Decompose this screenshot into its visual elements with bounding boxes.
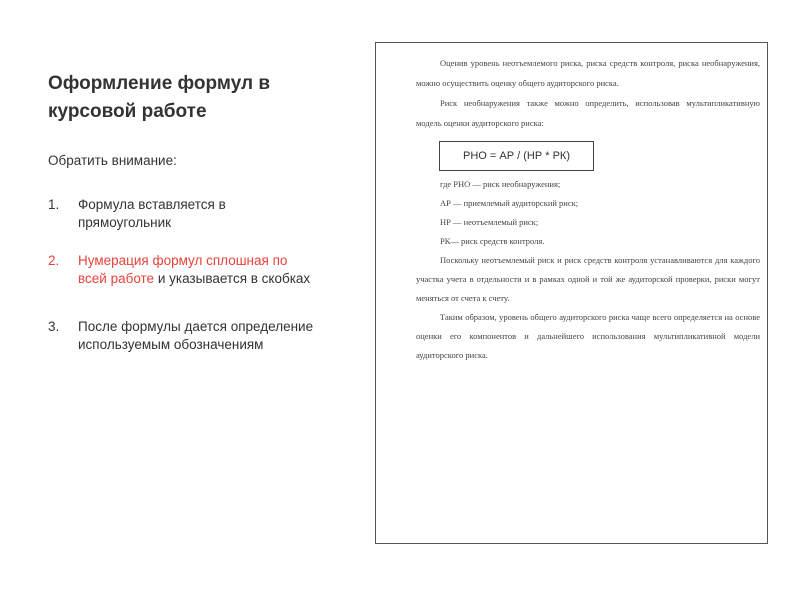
- point-item-3: [48, 318, 318, 354]
- formula-box: РНО = АР / (НР * РК): [439, 141, 594, 171]
- point-text: и указывается в скобках: [154, 271, 311, 286]
- points-list: [48, 196, 318, 354]
- point-number: 3.: [48, 319, 60, 334]
- point-item-2: [48, 252, 318, 288]
- point-text-highlighted: Нумерация формул сплошная по всей работе: [78, 253, 288, 286]
- attention-label: Обратить внимание:: [48, 153, 177, 168]
- document-text: [416, 53, 760, 365]
- document-page: [375, 42, 768, 544]
- doc-paragraph: Таким образом, уровень общего аудиторского риска чаще всего определяется на основе оценки его компонентов и дальнейшего использования мультипликативной модели аудиторского риска.: [416, 312, 760, 360]
- slide-title: Оформление формул в курсовой работе: [48, 73, 271, 122]
- doc-paragraph: Поскольку неотъемлемый риск и риск средств контроля устанавливаются для каждого участка учета в отдельности и в рамках одной и той же аудиторской проверки, риски могут меняться от счета к счету.: [416, 255, 760, 303]
- definition-line: АР — приемлемый аудиторский риск;: [440, 198, 579, 208]
- point-number: 2.: [48, 253, 60, 268]
- definition-line: НР — неотъемлемый риск;: [440, 217, 539, 227]
- point-item-1: [48, 196, 318, 232]
- point-text: После формулы дается определение используемым обозначениям: [78, 319, 314, 352]
- definition-line: РК— риск средств контроля.: [440, 236, 545, 246]
- definition-line: где РНО — риск необнаружения;: [440, 179, 561, 189]
- point-text: Формула вставляется в прямоугольник: [78, 197, 226, 230]
- point-number: 1.: [48, 197, 60, 212]
- doc-paragraph: Оценив уровень неотъемлемого риска, риска средств контроля, риска необнаружения, можно осуществить оценку общего аудиторского риска.: [416, 58, 760, 88]
- doc-paragraph: Риск необнаружения также можно определить, использовав мультипликативную модель оценки аудиторского риска:: [416, 98, 760, 128]
